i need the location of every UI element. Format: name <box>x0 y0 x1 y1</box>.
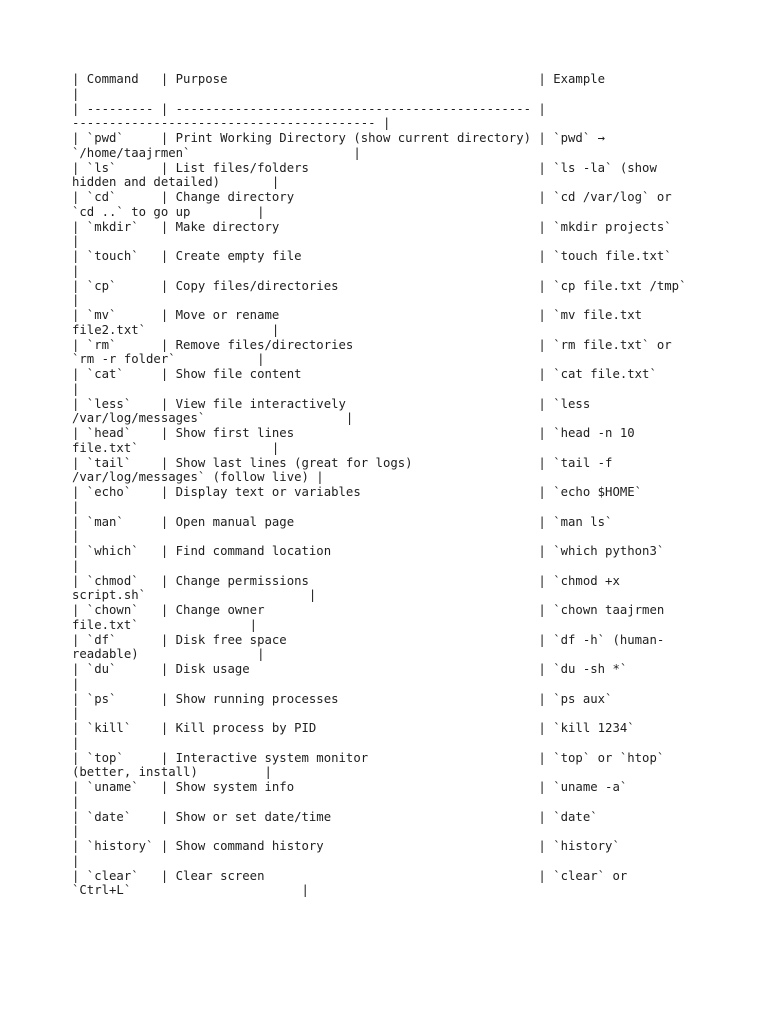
table-row-history-wrap: | <box>72 853 80 868</box>
table-row-date: | `date` | Show or set date/time | `date` <box>72 809 598 824</box>
table-row-which: | `which` | Find command location | `which python3` <box>72 544 665 558</box>
table-row-chmod-wrap: script.sh` | <box>72 588 317 603</box>
table-row-top-wrap: (better, install) | <box>72 765 272 780</box>
table-row-ls-wrap: hidden and detailed) | <box>72 175 280 190</box>
table-row-pwd: | `pwd` | Print Working Directory (show current directory) | `pwd` → <box>72 131 606 145</box>
table-row-df-wrap: readable) | <box>72 647 265 662</box>
table-row-man-wrap: | <box>72 529 80 544</box>
table-row-kill: | `kill` | Kill process by PID | `kill 1234` <box>72 721 635 735</box>
table-row-cd-wrap: `cd ..` to go up | <box>72 204 265 219</box>
table-row-less-wrap: /var/log/messages` | <box>72 411 354 426</box>
table-header-row-wrap: | <box>72 86 80 101</box>
table-row-cp: | `cp` | Copy files/directories | `cp file.txt /tmp` <box>72 278 687 293</box>
table-row-chown-wrap: file.txt` | <box>72 617 258 632</box>
table-row-tail-wrap: /var/log/messages` (follow live) | <box>72 470 324 485</box>
table-header-row: | Command | Purpose | Example <box>72 72 606 86</box>
table-row-rm: | `rm` | Remove files/directories | `rm file.txt` or <box>72 337 672 352</box>
table-row-cd: | `cd` | Change directory | `cd /var/log` or <box>72 190 672 204</box>
table-row-which-wrap: | <box>72 558 80 573</box>
table-row-chmod: | `chmod` | Change permissions | `chmod +x <box>72 573 620 588</box>
table-row-ls: | `ls` | List files/folders | `ls -la` (show <box>72 160 657 175</box>
table-row-history: | `history` | Show command history | `history` <box>72 839 620 853</box>
table-row-pwd-wrap: `/home/taajrmen` | <box>72 145 361 160</box>
table-row-date-wrap: | <box>72 824 80 839</box>
table-row-ps-wrap: | <box>72 706 80 721</box>
table-row-mkdir: | `mkdir` | Make directory | `mkdir projects` <box>72 219 672 234</box>
table-row-kill-wrap: | <box>72 735 80 750</box>
table-row-clear-wrap: `Ctrl+L` | <box>72 883 309 898</box>
table-row-top: | `top` | Interactive system monitor | `top` or `htop` <box>72 750 665 765</box>
table-row-head: | `head` | Show first lines | `head -n 10 <box>72 426 635 440</box>
table-row-mv: | `mv` | Move or rename | `mv file.txt <box>72 308 643 322</box>
table-row-ps: | `ps` | Show running processes | `ps aux` <box>72 691 613 706</box>
table-row-cp-wrap: | <box>72 293 80 308</box>
table-row-echo-wrap: | <box>72 499 80 514</box>
table-row-cat-wrap: | <box>72 381 80 396</box>
table-row-chown: | `chown` | Change owner | `chown taajrmen <box>72 603 665 617</box>
table-row-cat: | `cat` | Show file content | `cat file.txt` <box>72 367 657 381</box>
table-row-touch-wrap: | <box>72 263 80 278</box>
table-row-uname-wrap: | <box>72 794 80 809</box>
table-row-mv-wrap: file2.txt` | <box>72 322 280 337</box>
table-row-uname: | `uname` | Show system info | `uname -a` <box>72 780 628 794</box>
table-row-du: | `du` | Disk usage | `du -sh *` <box>72 662 628 676</box>
table-row-tail: | `tail` | Show last lines (great for logs) | `tail -f <box>72 455 613 470</box>
document-page <box>72 72 712 898</box>
table-row-echo: | `echo` | Display text or variables | `echo $HOME` <box>72 485 643 499</box>
table-row-clear: | `clear` | Clear screen | `clear` or <box>72 868 628 883</box>
table-row-less: | `less` | View file interactively | `less <box>72 396 591 411</box>
table-row-du-wrap: | <box>72 676 80 691</box>
table-row-head-wrap: file.txt` | <box>72 440 280 455</box>
table-row-touch: | `touch` | Create empty file | `touch file.txt` <box>72 249 672 263</box>
table-row-df: | `df` | Disk free space | `df -h` (human- <box>72 632 665 647</box>
table-row-rm-wrap: `rm -r folder` | <box>72 352 265 367</box>
table-row-mkdir-wrap: | <box>72 234 80 249</box>
table-row-man: | `man` | Open manual page | `man ls` <box>72 514 613 529</box>
table-separator-row-wrap: ----------------------------------------- | <box>72 116 391 131</box>
table-separator-row: | --------- | ------------------------------------------------ | <box>72 101 546 116</box>
